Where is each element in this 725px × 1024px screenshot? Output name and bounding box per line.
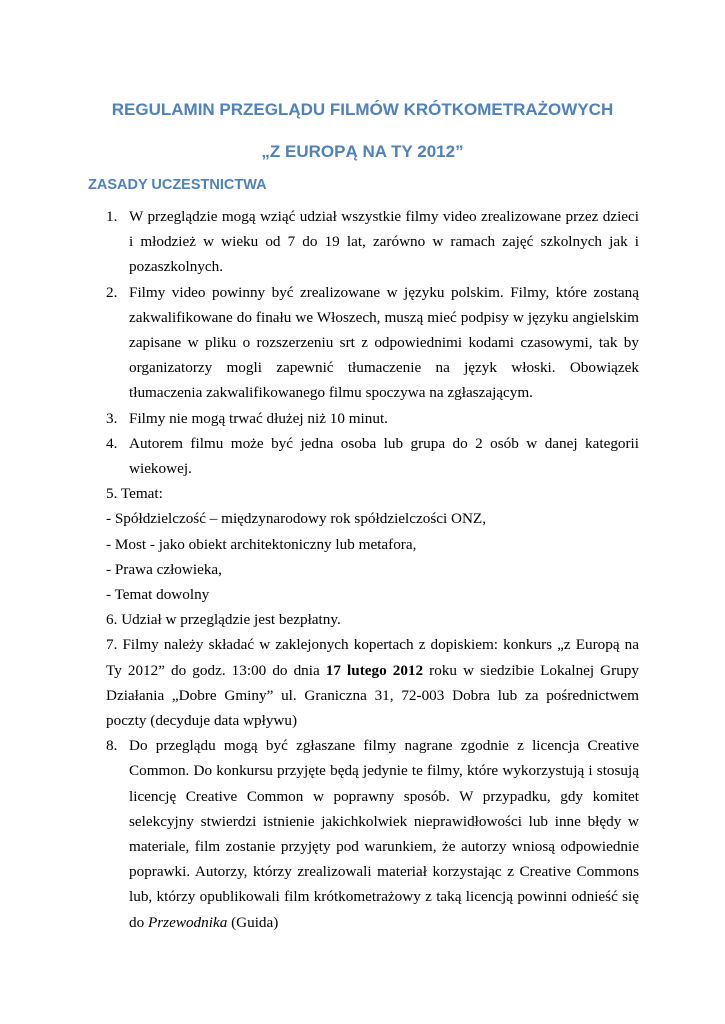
rule-item-2 <box>106 280 639 406</box>
rule-number: 3. <box>106 409 118 427</box>
document-body <box>106 204 639 935</box>
rule-item-1 <box>106 204 639 280</box>
section-heading: ZASADY UCZESTNICTWA <box>88 177 267 193</box>
rule-text: Do przeglądu mogą być zgłaszane filmy nagrane zgodnie z licencja Creative Common. Do konkursu przyjęte będą jedynie te filmy, które wykorzystują i stosują licencję Creative Common w poprawny sposób. W przypadku, gdy komitet selekcyjny stwierdzi istnienie jakichkolwiek nieprawidłowości lub inne błędy w materiale, film zostanie przyjęty pod warunkiem, że autorzy wniosą odpowiednie poprawki. Autorzy, którzy zrealizowali materiał korzystając z Creative Commons lub, którzy opublikowali film krótkometrażowy z taką licencją powinni odnieść się do <box>129 737 639 931</box>
guide-reference: Przewodnika <box>147 913 228 931</box>
rule-text: Filmy video powinny być zrealizowane w języku polskim. Filmy, które zostaną zakwalifikowane do finału we Włoszech, muszą mieć podpisy w języku angielskim zapisane w pliku o rozszerzeniu srt z odpowiednimi kodami czasowymi, tak by organizatorzy mogli zapewnić tłumaczenie na język włoski. Obowiązek tłumaczenia zakwalifikowanego filmu spoczywa na zgłaszającym. <box>129 283 639 402</box>
rule-number: 8. <box>106 737 118 755</box>
rule-text: (Guida) <box>227 913 279 931</box>
rule-text: Autorem filmu może być jedna osoba lub grupa do 2 osób w danej kategorii wiekowej. <box>129 434 639 478</box>
rule-item-5: 5. Temat: <box>106 485 163 503</box>
rule-number: 1. <box>106 208 118 225</box>
rule-number: 2. <box>106 283 118 301</box>
document-title: REGULAMIN PRZEGLĄDU FILMÓW KRÓTKOMETRAŻOWYCH <box>111 100 614 119</box>
topic-item: - Temat dowolny <box>106 586 210 604</box>
rule-number: 4. <box>106 434 118 452</box>
deadline-date: 17 lutego 2012 <box>325 661 424 679</box>
rule-item-8 <box>106 733 639 935</box>
rule-item-3 <box>106 406 639 431</box>
rule-text: roku w siedzibie Lokalnej Grupy Działania „Dobre Gminy” ul. Graniczna 31, 72-003 Dobra lub za pośrednictwem poczty (decyduje data wpływu) <box>106 661 639 730</box>
rule-text: 7. Filmy należy składać w zaklejonych kopertach z dopiskiem: konkurs „z Europą na Ty 2012” do godz. 13:00 do dnia <box>106 636 639 679</box>
rule-item-4 <box>106 431 639 481</box>
topic-item: - Spółdzielczość – międzynarodowy rok spółdzielczości ONZ, <box>106 510 486 528</box>
rule-item-6: 6. Udział w przeglądzie jest bezpłatny. <box>106 611 341 629</box>
rule-text: W przeglądzie mogą wziąć udział wszystkie filmy video zrealizowane przez dzieci i młodzież w wieku od 7 do 19 lat, zarówno w ramach zajęć szkolnych jak i pozaszkolnych. <box>129 208 639 276</box>
document-subtitle: „Z EUROPĄ NA TY 2012” <box>261 142 464 161</box>
topic-item: - Prawa człowieka, <box>106 560 222 578</box>
topic-item: - Most - jako obiekt architektoniczny lub metafora, <box>106 535 417 553</box>
rule-text: Filmy nie mogą trwać dłużej niż 10 minut. <box>129 409 388 427</box>
rule-item-7 <box>106 632 639 733</box>
